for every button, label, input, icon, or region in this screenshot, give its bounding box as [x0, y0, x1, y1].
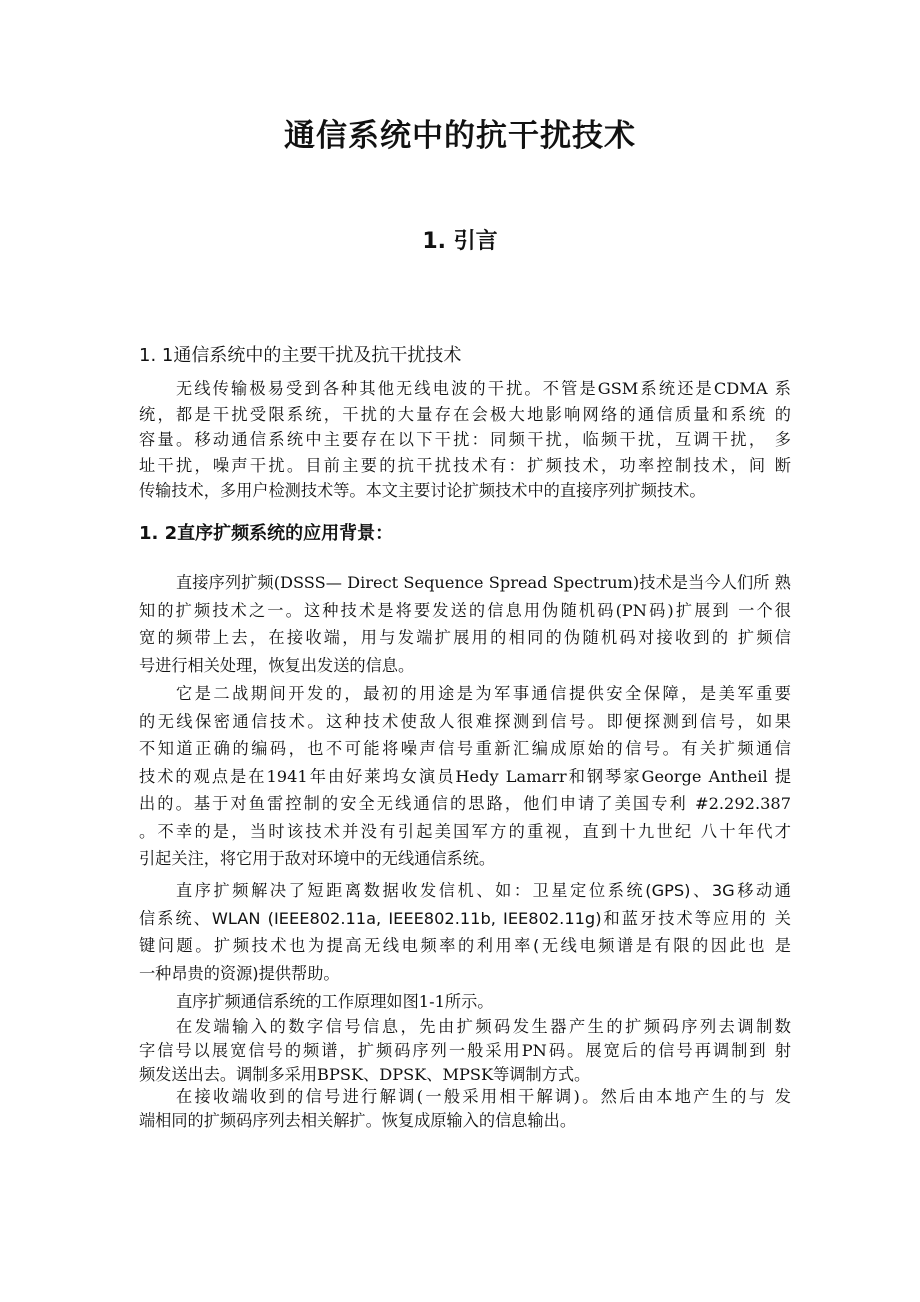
text-line: 端相同的扩频码序列去相关解扩。恢复成原输入的信息输出。 [139, 1111, 577, 1130]
text-line: 号进行相关处理，恢复出发送的信息。 [139, 655, 415, 675]
paragraph-dsss-applications [139, 877, 791, 987]
text-line: 出的。基于对鱼雷控制的安全无线通信的思路，他们申请了美国专利 #2.292.387 [139, 794, 791, 813]
text-line: 一种昂贵的资源)提供帮助。 [139, 963, 340, 983]
text-line: 直序扩频解决了短距离数据收发信机、如：卫星定位系统(GPS)、3G移动通 [176, 881, 791, 900]
text-line: 直接序列扩频(DSSS— Direct Sequence Spread Spectrum)技术是当今人们所 熟 [176, 573, 791, 592]
text-line: 键问题。扩频技术也为提高无线电频率的利用率(无线电频谱是有限的因此也 是 [139, 936, 791, 955]
text-line: 字信号以展宽信号的频谱，扩频码序列一般采用PN码。展宽后的信号再调制到 射 [139, 1041, 791, 1060]
text-line: 址干扰，噪声干扰。目前主要的抗干扰技术有：扩频技术，功率控制技术，间 断 [139, 455, 791, 475]
text-line: 的无线保密通信技术。这种技术使敌人很难探测到信号。即便探测到信号，如果 [139, 711, 791, 731]
paragraph-interference-overview [139, 376, 791, 504]
text-line: 容量。移动通信系统中主要存在以下干扰：同频干扰，临频干扰，互调干扰， 多 [139, 430, 791, 449]
text-line: 宽的频带上去，在接收端，用与发端扩展用的相同的伪随机码对接收到的 扩频信 [139, 628, 791, 647]
paragraph-dsss-history [139, 680, 791, 873]
text-line: 知的扩频技术之一。这种技术是将要发送的信息用伪随机码(PN码)扩展到 一个很 [139, 600, 791, 620]
paragraph-transmitter [139, 1015, 791, 1087]
text-line: 。不幸的是，当时该技术并没有引起美国军方的重视，直到十九世纪 八十年代才 [139, 821, 791, 841]
paragraph-principle-figure-ref [139, 988, 791, 1015]
text-line: 不知道正确的编码，也不可能将噪声信号重新汇编成原始的信号。有关扩频通信 [139, 739, 791, 758]
text-line: 无线传输极易受到各种其他无线电波的干扰。不管是GSM系统还是CDMA 系 [176, 379, 791, 398]
text-line: 直序扩频通信系统的工作原理如图1-1所示。 [176, 992, 494, 1011]
text-line: 信系统、WLAN (IEEE802.11a, IEEE802.11b, IEE802.11g)和蓝牙技术等应用的 关 [139, 908, 791, 928]
text-line: 在发端输入的数字信号信息，先由扩频码发生器产生的扩频码序列去调制数 [176, 1017, 791, 1036]
section-heading-introduction: 1. 引言 [422, 229, 498, 254]
subsection-heading-1-1: 1. 1通信系统中的主要干扰及抗干扰技术 [139, 345, 462, 366]
text-line: 它是二战期间开发的，最初的用途是为军事通信提供安全保障，是美军重要 [176, 684, 791, 703]
paragraph-receiver [139, 1085, 791, 1133]
text-line: 统，都是干扰受限系统，干扰的大量存在会极大地影响网络的通信质量和系统 的 [139, 404, 791, 424]
text-line: 引起关注，将它用于敌对环境中的无线通信系统。 [139, 849, 496, 868]
text-line: 在接收端收到的信号进行解调(一般采用相干解调)。然后由本地产生的与 发 [176, 1087, 791, 1106]
document-title: 通信系统中的抗干扰技术 [284, 118, 636, 154]
subsection-heading-1-2: 1. 2直序扩频系统的应用背景： [139, 523, 394, 544]
paragraph-dsss-definition [139, 569, 791, 679]
text-line: 频发送出去。调制多采用BPSK、DPSK、MPSK等调制方式。 [139, 1065, 591, 1084]
text-line: 技术的观点是在1941年由好莱坞女演员Hedy Lamarr和钢琴家George Antheil 提 [139, 766, 791, 786]
text-line: 传输技术，多用户检测技术等。本文主要讨论扩频技术中的直接序列扩频技术。 [139, 481, 706, 500]
